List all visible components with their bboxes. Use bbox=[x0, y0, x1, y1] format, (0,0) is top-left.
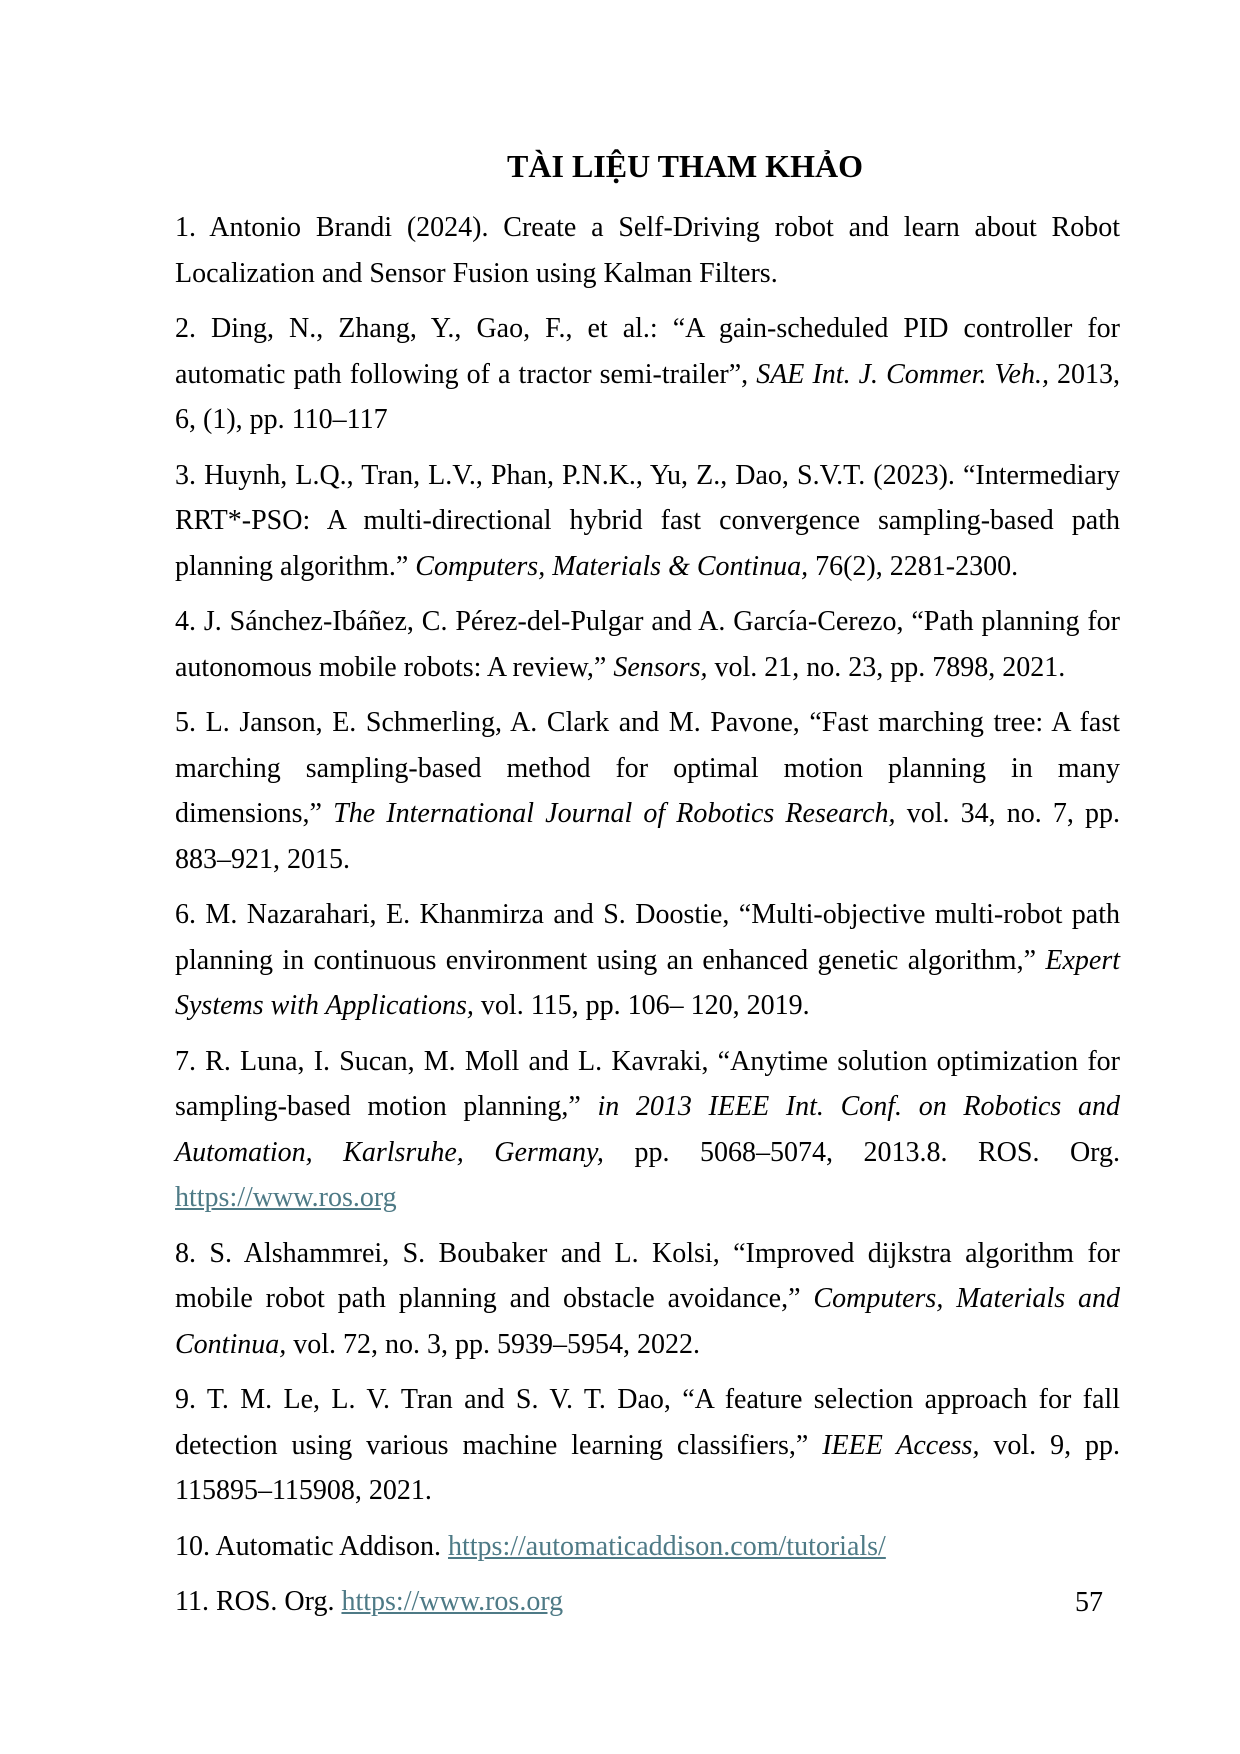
reference-text: 7. R. Luna, I. Sucan, M. Moll and L. Kavraki, “Anytime solution optimization for sampling-based motion planning,” bbox=[175, 1045, 1120, 1122]
reference-item bbox=[175, 700, 1120, 882]
reference-item bbox=[175, 1377, 1120, 1514]
reference-link[interactable]: https://automaticaddison.com/tutorials/ bbox=[448, 1530, 886, 1562]
section-title: TÀI LIỆU THAM KHẢO bbox=[507, 148, 863, 184]
reference-text: vol. 9, pp. 115895–115908, 2021. bbox=[175, 1429, 1120, 1506]
reference-text: 5. L. Janson, E. Schmerling, A. Clark and M. Pavone, “Fast marching tree: A fast marching sampling-based method for optimal motion planning in many dimensions,” bbox=[175, 707, 1120, 829]
reference-item bbox=[175, 205, 1120, 296]
journal-title: IEEE Access, bbox=[822, 1429, 994, 1461]
references-list bbox=[175, 205, 1120, 1625]
reference-text: 1. Antonio Brandi (2024). Create a Self-Driving robot and learn about Robot Localization and Sensor Fusion using Kalman Filters. bbox=[175, 212, 1120, 289]
reference-text: pp. 5068–5074, 2013.8. ROS. Org. bbox=[634, 1136, 1120, 1168]
reference-text: 4. J. Sánchez-Ibáñez, C. Pérez-del-Pulgar and A. García-Cerezo, “Path planning for autonomous mobile robots: A review,” bbox=[175, 606, 1120, 683]
reference-link[interactable]: https://www.ros.org bbox=[341, 1586, 564, 1617]
journal-title: in 2013 IEEE Int. Conf. on Robotics and Automation, Karlsruhe, Germany, bbox=[175, 1091, 1120, 1168]
reference-link[interactable]: https://www.ros.org bbox=[175, 1182, 397, 1213]
reference-item bbox=[175, 1524, 1120, 1570]
reference-text: 76(2), 2281-2300. bbox=[815, 550, 1019, 582]
reference-text: 6. M. Nazarahari, E. Khanmirza and S. Doostie, “Multi-objective multi-robot path planning in continuous environment using an enhanced genetic algorithm,” bbox=[175, 899, 1120, 976]
reference-item bbox=[175, 892, 1120, 1029]
reference-text: vol. 72, no. 3, pp. 5939–5954, 2022. bbox=[293, 1328, 701, 1360]
reference-text: vol. 34, no. 7, pp. 883–921, 2015. bbox=[175, 798, 1120, 875]
reference-item bbox=[175, 453, 1120, 590]
reference-text: 3. Huynh, L.Q., Tran, L.V., Phan, P.N.K., Yu, Z., Dao, S.V.T. (2023). “Intermediary RRT*-PSO: A multi-directional hybrid fast convergence sampling-based path planning algorithm.” bbox=[175, 459, 1120, 582]
reference-text: 2. Ding, N., Zhang, Y., Gao, F., et al.: “A gain-scheduled PID controller for automatic path following of a tractor semi-trailer”, bbox=[175, 313, 1120, 390]
reference-text: 2013, 6, (1), pp. 110–117 bbox=[175, 358, 1120, 435]
journal-title: The International Journal of Robotics Research, bbox=[333, 798, 907, 829]
reference-item bbox=[175, 306, 1120, 443]
reference-item bbox=[175, 1579, 1120, 1625]
page-number: 57 bbox=[1075, 1587, 1103, 1618]
reference-text: vol. 21, no. 23, pp. 7898, 2021. bbox=[714, 651, 1066, 683]
reference-item bbox=[175, 599, 1120, 690]
journal-title: Expert Systems with Applications, bbox=[175, 944, 1120, 1021]
reference-item bbox=[175, 1231, 1120, 1368]
reference-text: 10. Automatic Addison. bbox=[175, 1530, 448, 1562]
journal-title: Sensors, bbox=[613, 651, 715, 683]
reference-text: 11. ROS. Org. bbox=[175, 1586, 342, 1617]
reference-text: vol. 115, pp. 106– 120, 2019. bbox=[480, 990, 810, 1021]
journal-title: Computers, Materials & Continua, bbox=[415, 550, 816, 582]
reference-item bbox=[175, 1039, 1120, 1221]
journal-title: Computers, Materials and Continua, bbox=[175, 1283, 1120, 1360]
reference-text: 8. S. Alshammrei, S. Boubaker and L. Kolsi, “Improved dijkstra algorithm for mobile robot path planning and obstacle avoidance,” bbox=[175, 1237, 1120, 1314]
reference-text: 9. T. M. Le, L. V. Tran and S. V. T. Dao, “A feature selection approach for fall detection using various machine learning classifiers,” bbox=[175, 1384, 1120, 1461]
journal-title: SAE Int. J. Commer. Veh., bbox=[756, 358, 1057, 390]
